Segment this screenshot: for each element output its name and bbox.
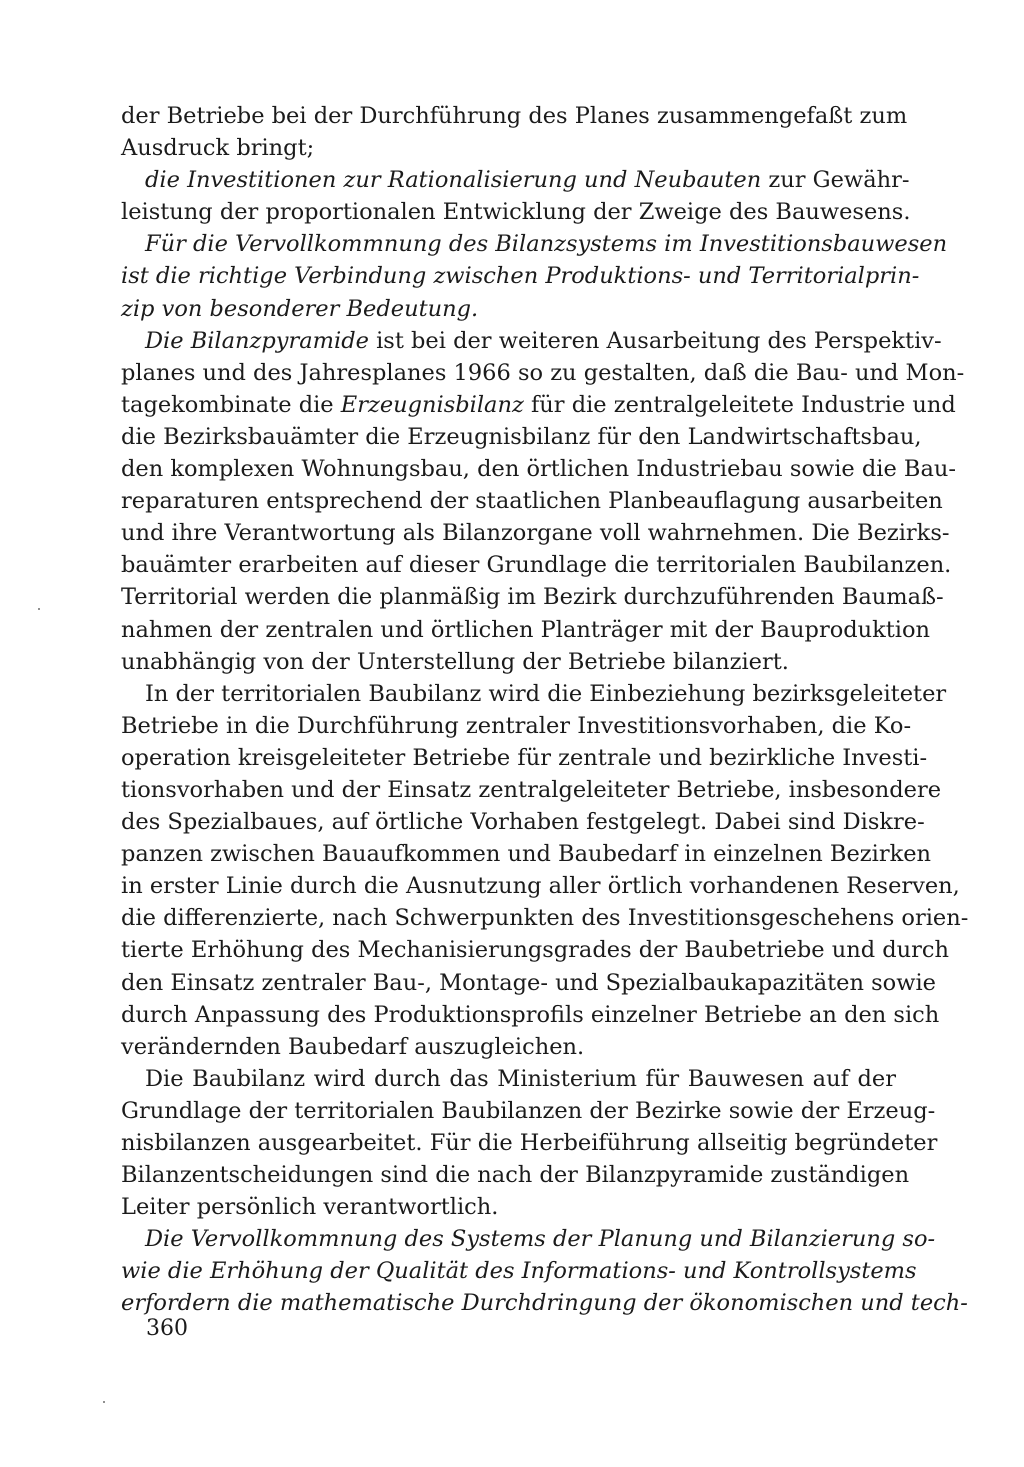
text-line: Territorial werden die planmäßig im Bezirk durchzuführenden Baumaß- xyxy=(121,584,944,611)
text-line: die differenzierte, nach Schwerpunkten des Investitionsgeschehens orien- xyxy=(121,905,969,932)
text-line: Ausdruck bringt; xyxy=(121,135,315,162)
text-line xyxy=(121,325,942,357)
emphasis: Erzeugnisbilanz xyxy=(340,391,524,418)
body-text xyxy=(121,100,969,1320)
text-line xyxy=(121,389,956,421)
text-line: den komplexen Wohnungsbau, den örtlichen Industriebau sowie die Bau- xyxy=(121,456,956,483)
page-number: 360 xyxy=(146,1316,188,1341)
text-line: bauämter erarbeiten auf dieser Grundlage die territorialen Baubilanzen. xyxy=(121,552,952,579)
text-line: der Betriebe bei der Durchführung des Planes zusammengefaßt zum xyxy=(121,103,908,129)
text-line: panzen zwischen Bauaufkommen und Baubedarf in einzelnen Bezirken xyxy=(121,841,932,868)
text-line: zip von besonderer Bedeutung. xyxy=(121,295,479,322)
text-line: Die Baubilanz wird durch das Ministerium für Bauwesen auf der xyxy=(145,1065,896,1092)
text-line: in erster Linie durch die Ausnutzung aller örtlich vorhandenen Reserven, xyxy=(121,873,960,900)
text-line: erfordern die mathematische Durchdringung der ökonomischen und tech- xyxy=(121,1290,968,1317)
text-line: reparaturen entsprechend der staatlichen Planbeauflagung ausarbeiten xyxy=(121,488,943,515)
text-line: Leiter persönlich verantwortlich. xyxy=(121,1194,499,1221)
text-line: durch Anpassung des Produktionsprofils einzelner Betriebe an den sich xyxy=(121,1001,940,1028)
text-segment: ist bei der weiteren Ausarbeitung des Perspektiv- xyxy=(368,327,942,354)
text-line: den Einsatz zentraler Bau-, Montage- und Spezialbaukapazitäten sowie xyxy=(121,969,936,996)
text-line: die Bezirksbauämter die Erzeugnisbilanz für den Landwirtschaftsbau, xyxy=(121,423,922,450)
text-line: Die Vervollkommnung des Systems der Planung und Bilanzierung so- xyxy=(145,1226,936,1253)
text-line: tionsvorhaben und der Einsatz zentralgeleiteter Betriebe, insbesondere xyxy=(121,776,942,803)
text-line: operation kreisgeleiteter Betriebe für zentrale und bezirkliche Investi- xyxy=(121,744,928,771)
text-line: Betriebe in die Durchführung zentraler Investitionsvorhaben, die Ko- xyxy=(121,712,912,739)
text-line: wie die Erhöhung der Qualität des Informations- und Kontrollsystems xyxy=(121,1258,917,1285)
text-line: verändernden Baubedarf auszugleichen. xyxy=(121,1033,585,1060)
text-line: unabhängig von der Unterstellung der Betriebe bilanziert. xyxy=(121,648,789,675)
text-line: nahmen der zentralen und örtlichen Planträger mit der Bauproduktion xyxy=(121,616,931,643)
text-line: Bilanzentscheidungen sind die nach der Bilanzpyramide zuständigen xyxy=(121,1162,910,1189)
text-line: tierte Erhöhung des Mechanisierungsgrades der Baubetriebe und durch xyxy=(121,937,950,964)
text-line: planes und des Jahresplanes 1966 so zu gestalten, daß die Bau- und Mon- xyxy=(121,359,965,386)
text-line: Für die Vervollkommnung des Bilanzsystems im Investitionsbauwesen xyxy=(145,231,948,258)
text-line: In der territorialen Baubilanz wird die Einbeziehung bezirksgeleiteter xyxy=(145,680,947,707)
scan-speck xyxy=(38,608,40,610)
text-line: Grundlage der territorialen Baubilanzen der Bezirke sowie der Erzeug- xyxy=(121,1097,936,1124)
scan-speck xyxy=(103,1401,105,1403)
text-line: leistung der proportionalen Entwicklung der Zweige des Bauwesens. xyxy=(121,199,911,226)
text-line: ist die richtige Verbindung zwischen Produktions- und Territorialprin- xyxy=(121,263,920,290)
text-segment: für die zentralgeleitete Industrie und xyxy=(523,391,956,418)
text-line xyxy=(121,164,910,196)
emphasis: die Investitionen zur Rationalisierung und Neubauten xyxy=(145,167,762,194)
text-line: des Spezialbaues, auf örtliche Vorhaben festgelegt. Dabei sind Diskre- xyxy=(121,809,925,836)
text-segment: zur Gewähr- xyxy=(761,167,910,194)
text-segment: tagekombinate die xyxy=(121,391,341,418)
text-line: nisbilanzen ausgearbeitet. Für die Herbeiführung allseitig begründeter xyxy=(121,1130,938,1156)
emphasis: Die Bilanzpyramide xyxy=(145,327,369,354)
text-line: und ihre Verantwortung als Bilanzorgane voll wahrnehmen. Die Bezirks- xyxy=(121,520,950,547)
